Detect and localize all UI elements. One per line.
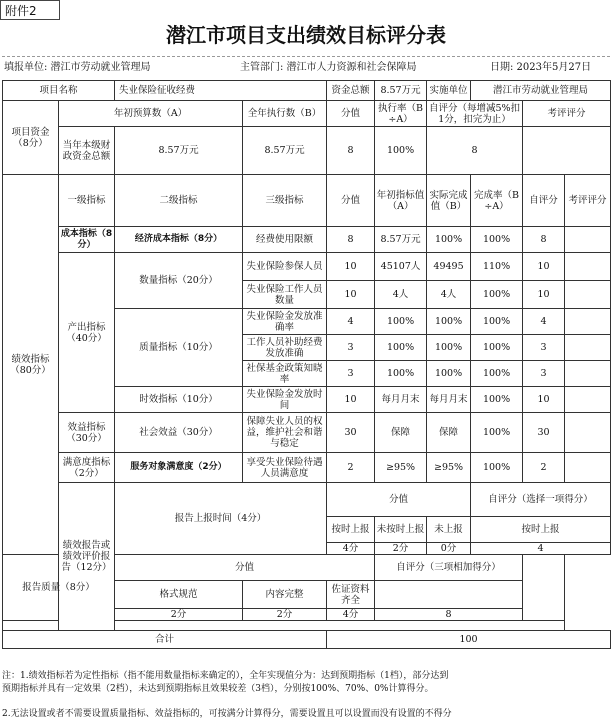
indicators-header-row <box>3 175 611 227</box>
col-exec: 全年执行数（B） <box>243 101 327 127</box>
indicator-rate: 100% <box>471 335 523 361</box>
indicator-target: 100% <box>375 335 427 361</box>
funds-row-label: 当年本级财政资金总额 <box>59 127 115 175</box>
on-time-points: 4分 <box>327 543 375 555</box>
indicator-rate: 100% <box>471 453 523 483</box>
not-reported-label: 未上报 <box>427 517 471 543</box>
reporting-unit: 填报单位: 潜江市劳动就业管理局 <box>4 62 151 73</box>
not-reported-points: 0分 <box>427 543 471 555</box>
notes <box>2 670 608 721</box>
indicator-target: 100% <box>375 361 427 387</box>
indicator-review <box>565 335 611 361</box>
indicator-score: 8 <box>327 227 375 253</box>
indicator-review <box>565 413 611 453</box>
cost-l1: 成本指标（8分） <box>59 227 115 253</box>
h-rate: 完成率（B÷A） <box>471 175 523 227</box>
indicator-rate: 100% <box>471 361 523 387</box>
report-spacer-row <box>3 621 611 631</box>
indicator-review <box>565 253 611 281</box>
indicator-review <box>565 227 611 253</box>
format-label: 格式规范 <box>115 581 243 609</box>
indicator-actual: 100% <box>427 335 471 361</box>
quality-self-head: 自评分（三项相加得分） <box>375 555 523 581</box>
funds-row <box>3 127 611 175</box>
indicator-actual: 保障 <box>427 413 471 453</box>
indicator-target: 4人 <box>375 281 427 309</box>
indicator-self: 8 <box>523 227 565 253</box>
indicator-rate: 110% <box>471 253 523 281</box>
complete-points: 2分 <box>243 609 327 621</box>
indicator-score: 10 <box>327 281 375 309</box>
evidence-points: 4分 <box>327 609 375 621</box>
funds-section: 项目资金（8分） <box>3 101 59 175</box>
report-spacer <box>3 621 565 631</box>
date: 日期: 2023年5月27日 <box>490 62 592 73</box>
indicator-self: 10 <box>523 281 565 309</box>
satisfaction-l1: 满意度指标（2分） <box>59 453 115 483</box>
h-actual: 实际完成值（B） <box>427 175 471 227</box>
indicator-rate: 100% <box>471 281 523 309</box>
indicator-target: 100% <box>375 309 427 335</box>
time-self-label: 按时上报 <box>471 517 611 543</box>
funds-review-score <box>523 127 611 175</box>
complete-label: 内容完整 <box>243 581 327 609</box>
indicator-name: 失业保险金发放准确率 <box>243 309 327 335</box>
indicator-actual: 100% <box>427 227 471 253</box>
indicator-review <box>565 281 611 309</box>
indicator-actual: 4人 <box>427 281 471 309</box>
indicator-score: 3 <box>327 361 375 387</box>
funds-exec: 8.57万元 <box>243 127 327 175</box>
indicators-section: 绩效指标（80分） <box>3 175 59 555</box>
col-self: 自评分（每增减5%扣1分，扣完为止） <box>427 101 523 127</box>
indicator-self: 2 <box>523 453 565 483</box>
indicator-self: 10 <box>523 253 565 281</box>
time-self-head: 自评分（选择一项得分） <box>471 483 611 517</box>
indicator-review <box>565 453 611 483</box>
indicator-actual: 100% <box>427 309 471 335</box>
funds-header-row <box>3 101 611 127</box>
on-time-label: 按时上报 <box>327 517 375 543</box>
indicator-target: ≥95% <box>375 453 427 483</box>
h-review: 考评评分 <box>565 175 611 227</box>
report-time-header-row <box>3 483 611 517</box>
indicator-target: 每月月末 <box>375 387 427 413</box>
economic-l2: 经济成本指标（8分） <box>115 227 243 253</box>
indicator-name: 失业保险参保人员 <box>243 253 327 281</box>
indicator-actual: 100% <box>427 361 471 387</box>
col-score: 分值 <box>327 101 375 127</box>
indicator-self: 4 <box>523 309 565 335</box>
impl-label: 实施单位 <box>427 81 471 101</box>
funds-score: 8 <box>327 127 375 175</box>
evidence-label: 佐证资料齐全 <box>327 581 375 609</box>
h-level3: 三级指标 <box>243 175 327 227</box>
quantity-l2: 数量指标（20分） <box>115 253 243 309</box>
indicator-self: 30 <box>523 413 565 453</box>
attachment-label: 附件2 <box>0 0 60 20</box>
total-row <box>3 631 611 649</box>
page-break-line <box>2 56 610 57</box>
report-quality-label: 报告质量（8分） <box>3 555 115 621</box>
indicator-row <box>3 413 611 453</box>
indicator-actual: 每月月末 <box>427 387 471 413</box>
benefit-l1: 效益指标（30分） <box>59 413 115 453</box>
format-points: 2分 <box>115 609 243 621</box>
funds-budget: 8.57万元 <box>115 127 243 175</box>
social-l2: 社会效益（30分） <box>115 413 243 453</box>
col-rate: 执行率（B÷A） <box>375 101 427 127</box>
indicator-name: 经费使用限额 <box>243 227 327 253</box>
quality-self-blank <box>375 581 523 609</box>
indicator-name: 保障失业人员的权益，维护社会和谐与稳定 <box>243 413 327 453</box>
page-title: 潜江市项目支出绩效目标评分表 <box>166 23 446 47</box>
indicator-rate: 100% <box>471 309 523 335</box>
indicator-self: 10 <box>523 387 565 413</box>
h-score: 分值 <box>327 175 375 227</box>
time-score-head: 分值 <box>327 483 471 517</box>
indicator-name: 失业保险工作人员数量 <box>243 281 327 309</box>
indicator-score: 4 <box>327 309 375 335</box>
indicator-rate: 100% <box>471 227 523 253</box>
late-points: 2分 <box>375 543 427 555</box>
service-l2: 服务对象满意度（2分） <box>115 453 243 483</box>
indicator-score: 3 <box>327 335 375 361</box>
timeliness-l2: 时效指标（10分） <box>115 387 243 413</box>
total-label: 资金总额 <box>327 81 375 101</box>
funds-rate: 100% <box>375 127 427 175</box>
indicator-review <box>565 309 611 335</box>
indicator-score: 30 <box>327 413 375 453</box>
indicator-row <box>3 453 611 483</box>
indicator-score: 2 <box>327 453 375 483</box>
quality-self-score: 8 <box>375 609 523 621</box>
quality-review-cell <box>523 555 565 621</box>
indicator-name: 失业保险金发放时间 <box>243 387 327 413</box>
note-line: 2.无法设置或者不需要设置质量指标、效益指标的，可按满分计算得分，需要设置且可以设置而没有设置的不得分 <box>2 709 452 719</box>
indicator-row <box>3 227 611 253</box>
total-value: 8.57万元 <box>375 81 427 101</box>
h-level1: 一级指标 <box>59 175 115 227</box>
indicator-rate: 100% <box>471 413 523 453</box>
indicator-score: 10 <box>327 253 375 281</box>
output-l1: 产出指标（40分） <box>59 253 115 413</box>
col-budget: 年初预算数（A） <box>59 101 243 127</box>
score-table <box>2 80 611 649</box>
quality-score-head: 分值 <box>115 555 375 581</box>
funds-self-score: 8 <box>427 127 523 175</box>
impl-unit: 潜江市劳动就业管理局 <box>471 81 611 101</box>
indicator-name: 社保基金政策知晓率 <box>243 361 327 387</box>
report-time-label: 报告上报时间（4分） <box>115 483 327 555</box>
indicator-target: 保障 <box>375 413 427 453</box>
indicator-self: 3 <box>523 335 565 361</box>
indicator-name: 享受失业保险待遇人员满意度 <box>243 453 327 483</box>
quality-l2: 质量指标（10分） <box>115 309 243 387</box>
indicator-review <box>565 361 611 387</box>
indicator-actual: 49495 <box>427 253 471 281</box>
indicator-actual: ≥95% <box>427 453 471 483</box>
total-value: 100 <box>327 631 611 649</box>
note-line: 预期指标并具有一定效果（2档），未达到预期指标且效果较差（3档），分别按100%、70%、0%计算得分。 <box>2 684 434 694</box>
project-name-label: 项目名称 <box>3 81 115 101</box>
indicator-target: 8.57万元 <box>375 227 427 253</box>
time-self-score: 4 <box>471 543 611 555</box>
report-section: 绩效报告或绩效评价报告（12分） <box>59 483 115 631</box>
note-line: 注：1.绩效指标若为定性指标（指不能用数量指标来确定的），全年实现值分为：达到预期指标（1档），部分达到 <box>2 671 449 681</box>
total-label: 合计 <box>3 631 327 649</box>
project-name: 失业保险征收经费 <box>115 81 327 101</box>
h-level2: 二级指标 <box>115 175 243 227</box>
col-review: 考评评分 <box>523 101 611 127</box>
indicator-self: 3 <box>523 361 565 387</box>
indicator-name: 工作人员补助经费发放准确 <box>243 335 327 361</box>
indicator-rate: 100% <box>471 387 523 413</box>
indicator-score: 10 <box>327 387 375 413</box>
indicator-row <box>3 253 611 281</box>
h-target: 年初指标值（A） <box>375 175 427 227</box>
late-label: 未按时上报 <box>375 517 427 543</box>
project-row <box>3 81 611 101</box>
indicator-review <box>565 387 611 413</box>
h-self: 自评分 <box>523 175 565 227</box>
department: 主管部门: 潜江市人力资源和社会保障局 <box>240 62 417 73</box>
indicator-target: 45107人 <box>375 253 427 281</box>
